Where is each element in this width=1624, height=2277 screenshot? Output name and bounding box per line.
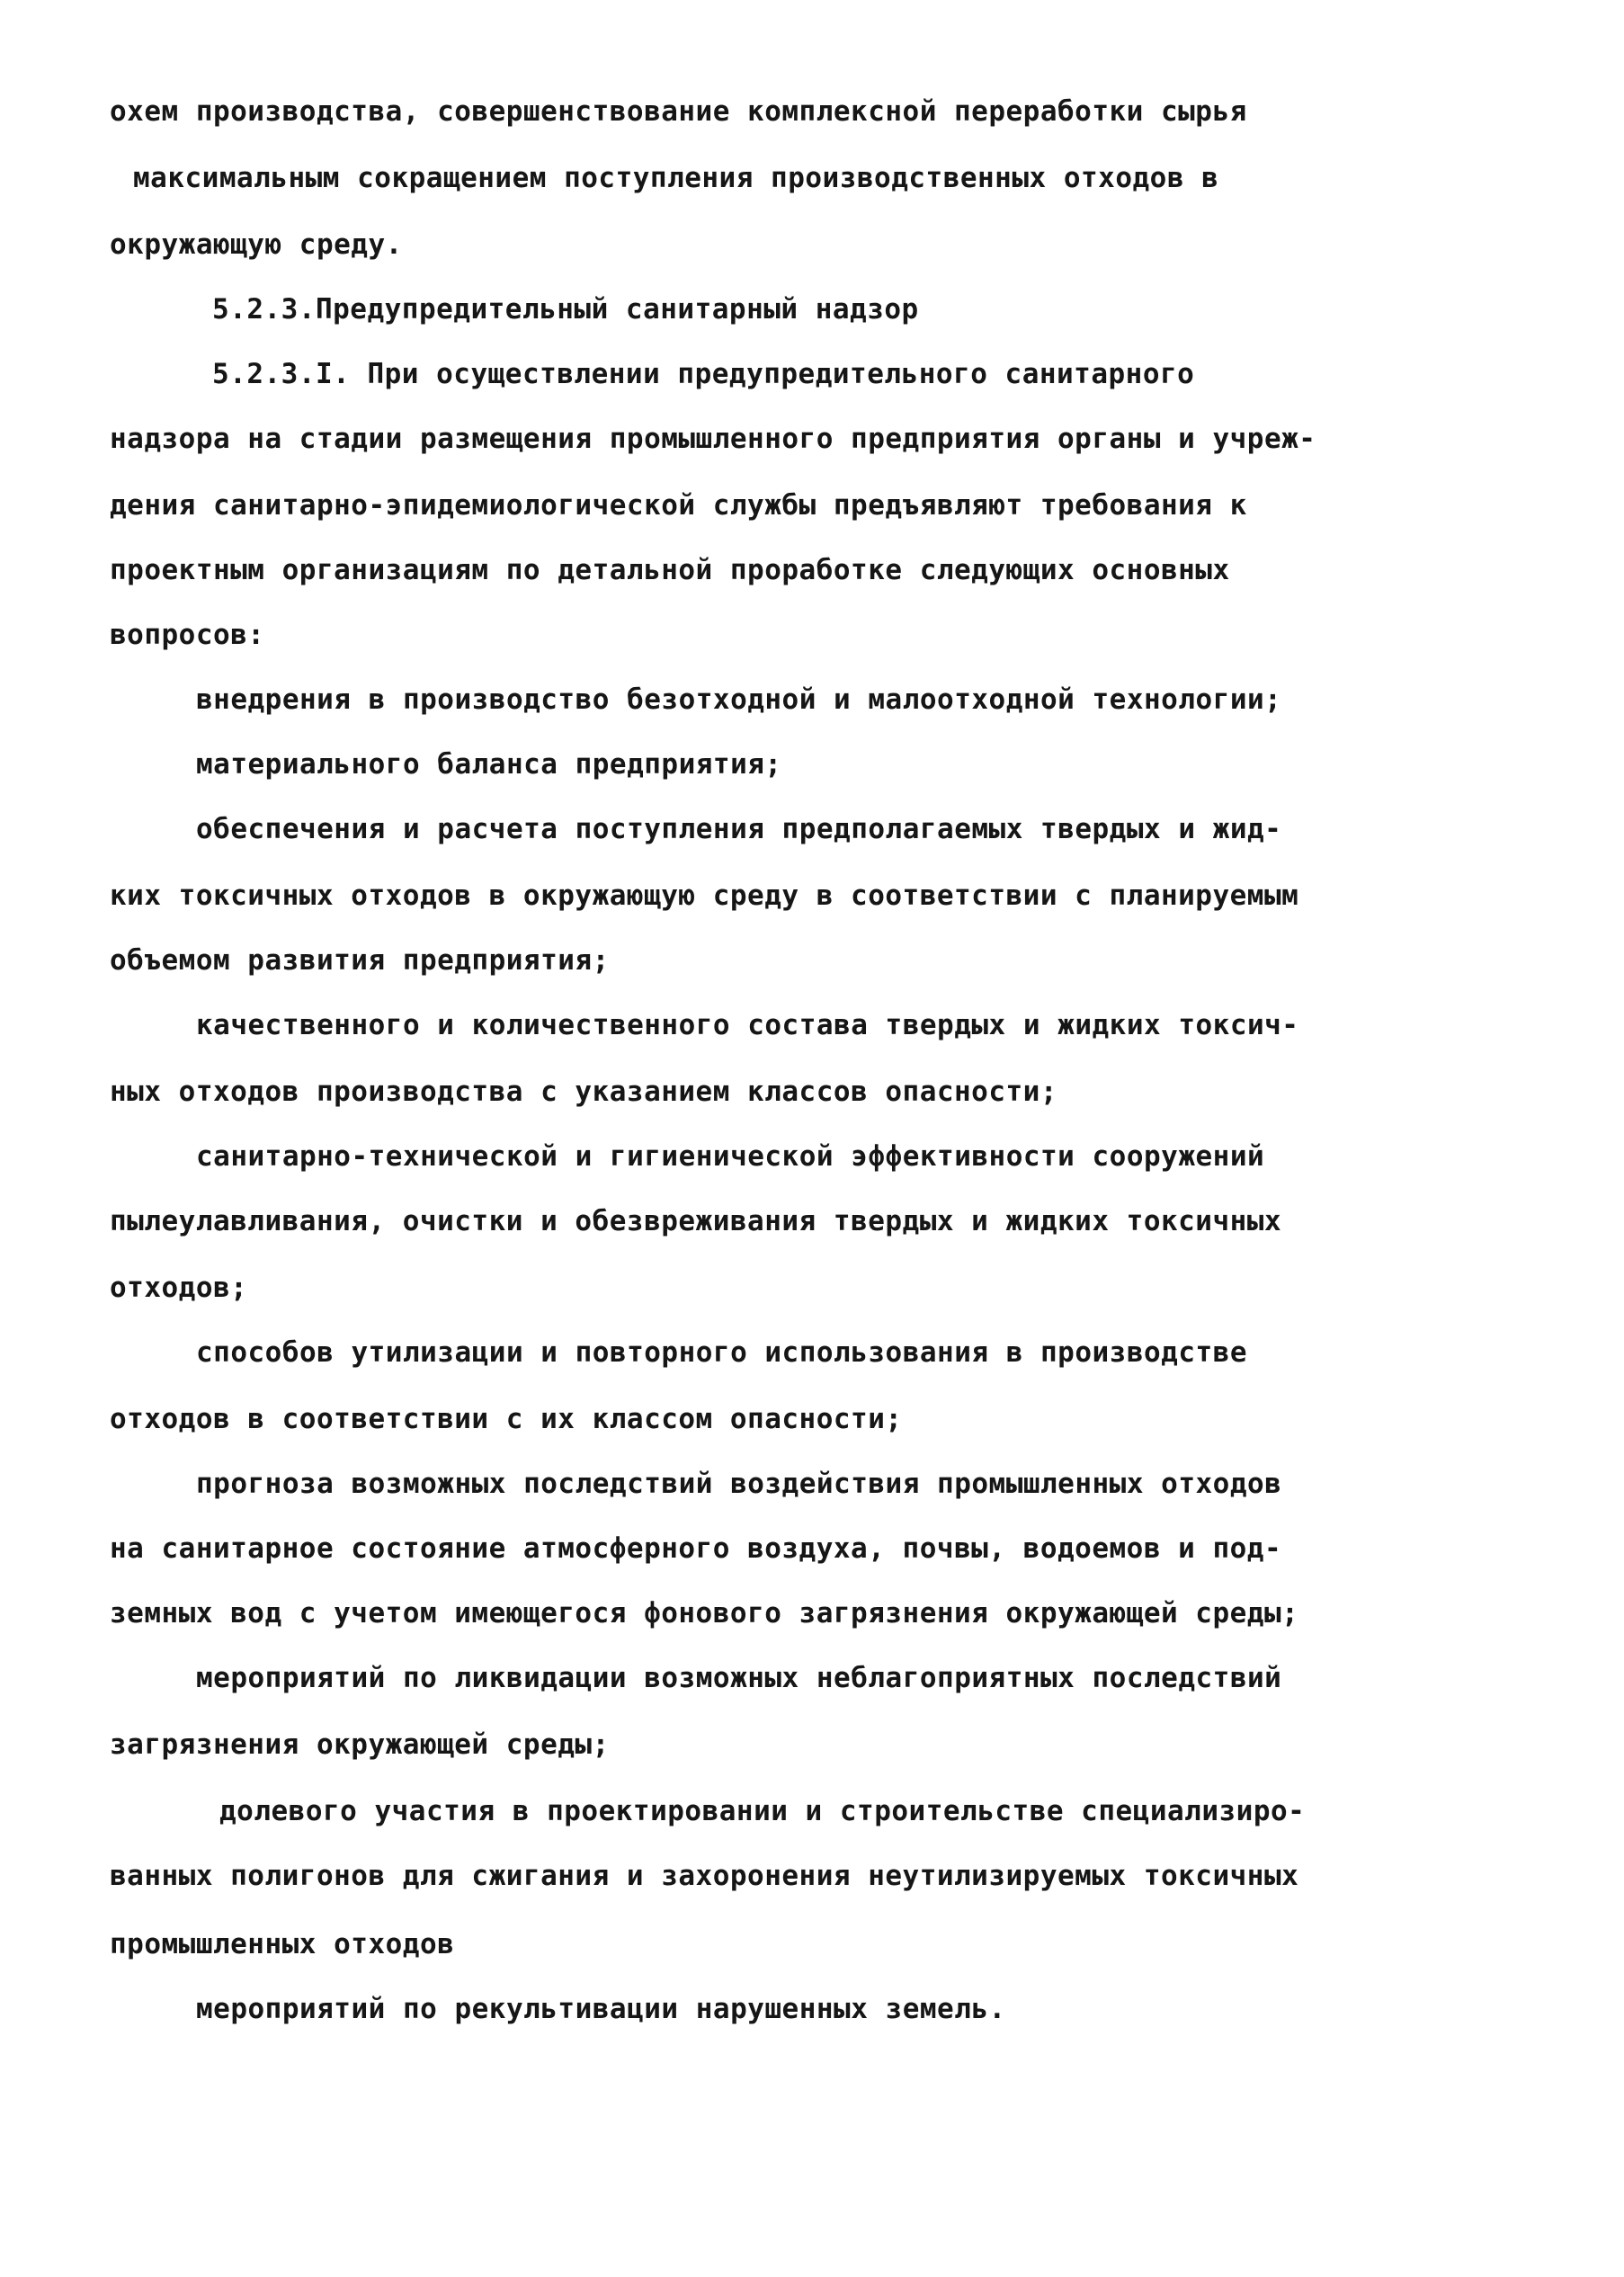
list-item: мероприятий по ликвидации возможных неблагоприятных последствий <box>196 1662 1282 1694</box>
text-line: окружающую среду. <box>110 228 403 261</box>
list-item: прогноза возможных последствий воздействия промышленных отходов <box>196 1468 1282 1500</box>
text-line: загрязнения окружающей среды; <box>110 1728 610 1761</box>
text-line: промышленных отходов <box>110 1928 455 1960</box>
list-item: санитарно-технической и гигиенической эффективности сооружений <box>196 1140 1265 1173</box>
text-line: 5.2.3.I. При осуществлении предупредительного санитарного <box>212 358 1195 390</box>
text-line: пылеулавливания, очистки и обезвреживания твердых и жидких токсичных <box>110 1205 1282 1237</box>
text-line: надзора на стадии размещения промышленного предприятия органы и учреж- <box>110 423 1316 455</box>
text-line: проектным организациям по детальной проработке следующих основных <box>110 554 1230 586</box>
list-item: обеспечения и расчета поступления предполагаемых твердых и жид- <box>196 813 1282 845</box>
text-line: ных отходов производства с указанием классов опасности; <box>110 1076 1057 1108</box>
list-item: способов утилизации и повторного использования в производстве <box>196 1336 1247 1369</box>
text-line: охем производства, совершенствование комплексной переработки сырья <box>110 95 1247 128</box>
text-line: вопросов: <box>110 619 265 651</box>
text-line: на санитарное состояние атмосферного воздуха, почвы, водоемов и под- <box>110 1532 1282 1565</box>
list-item: качественного и количественного состава твердых и жидких токсич- <box>196 1009 1299 1041</box>
section-heading: 5.2.3.Предупредительный санитарный надзор <box>212 293 919 326</box>
text-line: отходов в соответствии с их классом опасности; <box>110 1403 903 1435</box>
list-item: долевого участия в проектировании и строительстве специализиро- <box>219 1795 1306 1827</box>
text-line: объемом развития предприятия; <box>110 944 610 977</box>
text-line: максимальным сокращением поступления производственных отходов в <box>133 162 1219 194</box>
text-line: отходов; <box>110 1272 248 1304</box>
text-line: ких токсичных отходов в окружающую среду в соответствии с планируемым <box>110 880 1299 912</box>
text-line: ванных полигонов для сжигания и захоронения неутилизируемых токсичных <box>110 1860 1299 1892</box>
text-line: дения санитарно-эпидемиологической службы предъявляют требования к <box>110 489 1247 522</box>
list-item: материального баланса предприятия; <box>196 748 782 781</box>
text-line: земных вод с учетом имеющегося фонового загрязнения окружающей среды; <box>110 1597 1299 1630</box>
list-item: мероприятий по рекультивации нарушенных земель. <box>196 1993 1006 2025</box>
list-item: внедрения в производство безотходной и малоотходной технологии; <box>196 683 1282 716</box>
